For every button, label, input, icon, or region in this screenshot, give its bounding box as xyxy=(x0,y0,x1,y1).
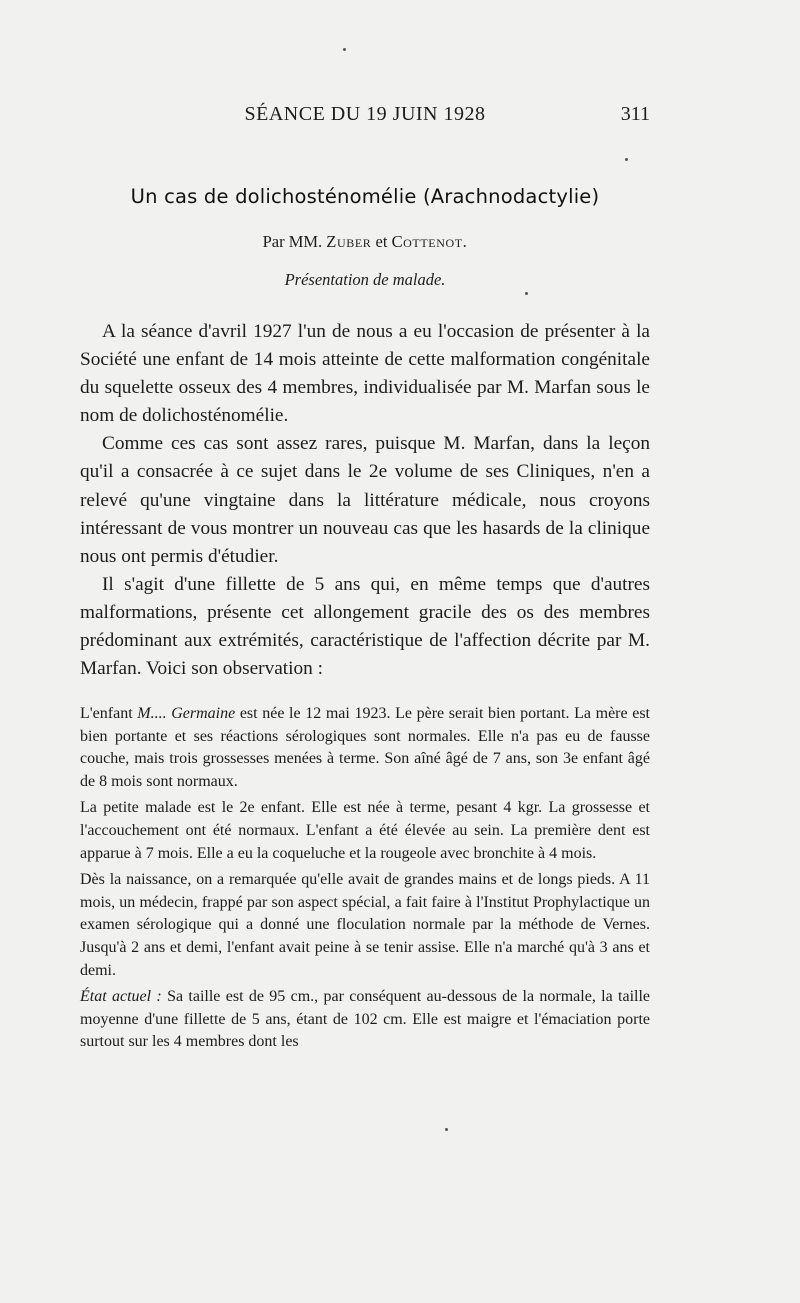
paper-speck xyxy=(445,1128,448,1131)
observation-paragraph: Dès la naissance, on a remarquée qu'elle avait de grandes mains et de longs pieds. A 11 mois, un médecin, frappé par son aspect spécial, a fait faire à l'Institut Prophylactique un examen sérologique qui a donné une floculation normale par la méthode de Vernes. Jusqu'à 2 ans et demi, l'enfant avait peine à se tenir assise. Elle n'a marché qu'à 3 ans et demi. xyxy=(80,871,650,979)
body-paragraph: Comme ces cas sont assez rares, puisque M. Marfan, dans la leçon qu'il a consacrée à ce sujet dans le 2e volume de ses Cliniques, n'en a relevé qu'une vingtaine dans la littérature médicale, nous croyons intéressant de vous montrer un nouveau cas que les hasards de la clinique nous ont permis d'étudier. xyxy=(80,433,650,567)
paper-speck xyxy=(525,292,528,295)
paper-speck xyxy=(625,158,628,161)
author-name: Cottenot. xyxy=(391,232,468,251)
authors-prefix: Par MM. xyxy=(262,232,323,251)
author-line xyxy=(80,232,650,252)
patient-name: M.... Germaine xyxy=(137,705,236,722)
section-heading: État actuel : xyxy=(80,988,162,1006)
running-head xyxy=(80,103,650,133)
page-number: 311 xyxy=(620,103,650,125)
observation-lead: L'enfant xyxy=(80,705,133,722)
running-title: SÉANCE DU 19 JUIN 1928 xyxy=(244,103,486,125)
article-title: Un cas de dolichosténomélie (Arachnodactylie) xyxy=(130,185,600,208)
observation-body: est née le 12 mai 1923. Le père serait bien portant. La mère est bien portante et ses réactions sérologiques sont normales. Elle n'a pas eu de fausse couche, mais trois grossesses menées à terme. Son aîné âgé de 7 ans, son 3e enfant âgé de 8 mois sont normaux. xyxy=(80,705,651,790)
authors-conjunction: et xyxy=(375,232,388,251)
observation-body: Sa taille est de 95 cm., par conséquent au-dessous de la normale, la taille moyenne d'une fillette de 5 ans, étant de 102 cm. Elle est maigre et l'émaciation porte surtout sur les 4 membres dont les xyxy=(80,988,651,1051)
body-text xyxy=(80,318,650,683)
observation-paragraph xyxy=(80,986,650,1054)
article-subtitle: Présentation de malade. xyxy=(284,270,446,289)
body-paragraph: Il s'agit d'une fillette de 5 ans qui, en même temps que d'autres malformations, présente cet allongement gracile des os des membres prédominant aux extrémités, caractéristique de l'affection décrite par M. Marfan. Voici son observation : xyxy=(80,573,650,680)
author-name: Zuber xyxy=(326,232,372,251)
observation-paragraph xyxy=(80,703,650,793)
paper-speck xyxy=(343,48,346,51)
observation-text xyxy=(80,703,650,1054)
observation-paragraph: La petite malade est le 2e enfant. Elle est née à terme, pesant 4 kgr. La grossesse et l'accouchement ont été normaux. L'enfant a été élevée au sein. La première dent est apparue à 7 mois. Elle a eu la coqueluche et la rougeole avec bronchite à 4 mois. xyxy=(80,799,650,862)
body-paragraph: A la séance d'avril 1927 l'un de nous a eu l'occasion de présenter à la Société une enfant de 14 mois atteinte de cette malformation congénitale du squelette osseux des 4 membres, individualisée par M. Marfan sous le nom de dolichosténomélie. xyxy=(80,321,650,427)
